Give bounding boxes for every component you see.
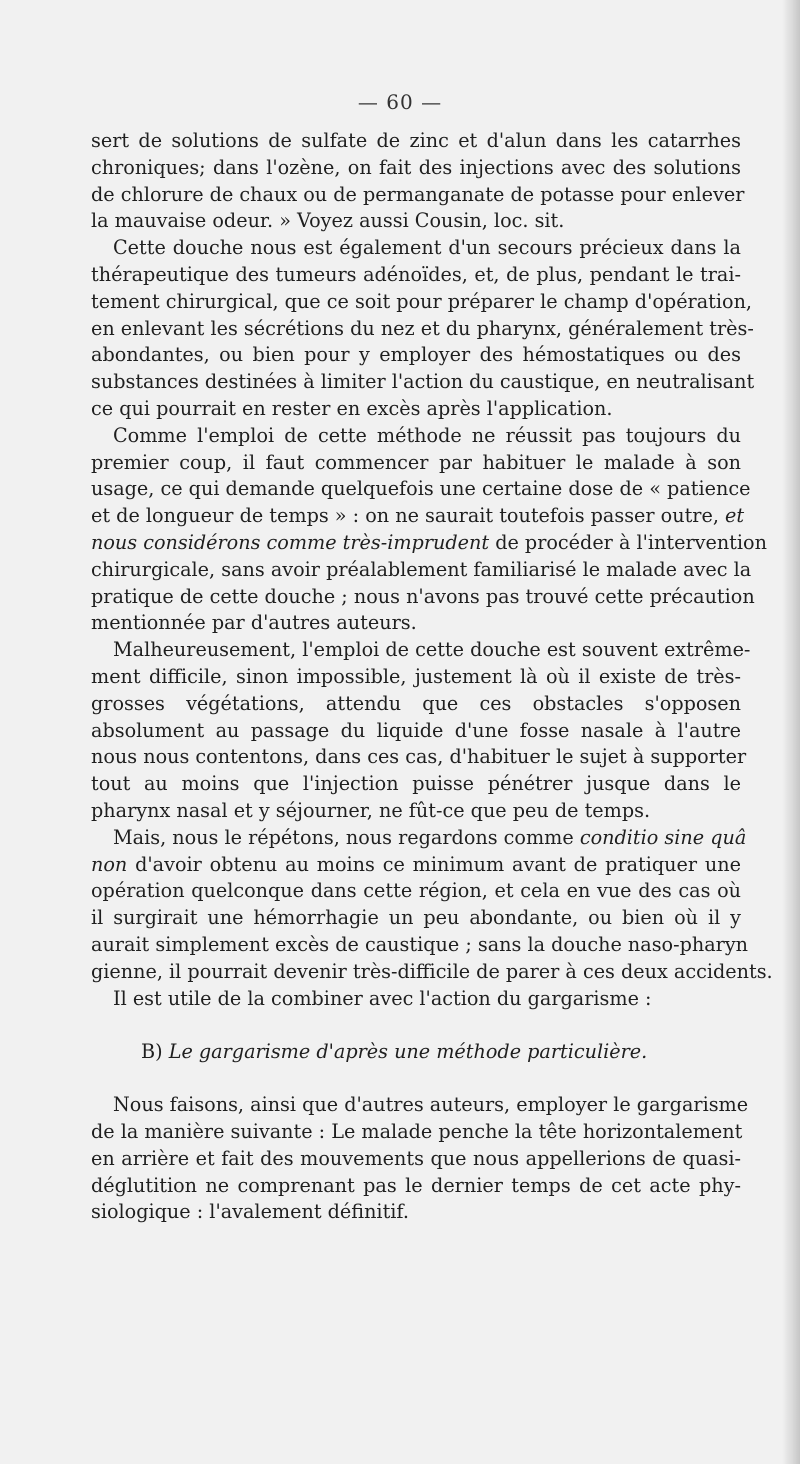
text-line: chirurgicale, sans avoir préalablement familiarisé le malade avec la xyxy=(91,557,752,581)
text-line: en arrière et fait des mouvements que nous appellerions de quasi- xyxy=(91,1146,741,1170)
text-line xyxy=(91,825,747,852)
text-line: nous nous contentons, dans ces cas, d'habituer le sujet à supporter xyxy=(91,745,747,769)
text-line: substances destinées à limiter l'action du caustique, en neutralisant xyxy=(91,370,755,394)
section-spacer xyxy=(91,1012,741,1038)
text-line: de la manière suivante : Le malade penche la tête horizontalement xyxy=(91,1120,743,1144)
text-line: absolument au passage du liquide d'une fosse nasale à l'autre xyxy=(91,718,741,742)
section-prefix: B) xyxy=(141,1040,163,1064)
paragraph-1 xyxy=(91,128,745,235)
text-line: aurait simplement excès de caustique ; sans la douche naso-pharyn xyxy=(91,932,749,956)
text-line xyxy=(91,530,767,557)
text-line: Nous faisons, ainsi que d'autres auteurs, employer le gargarisme xyxy=(113,1093,749,1117)
text-line: mentionnée par d'autres auteurs. xyxy=(91,611,417,635)
section-spacer xyxy=(91,1066,741,1092)
text-line: thérapeutique des tumeurs adénoïdes, et, de plus, pendant le trai- xyxy=(91,262,741,286)
text-line: la mauvaise odeur. » Voyez aussi Cousin, loc. sit. xyxy=(91,209,565,233)
text-line xyxy=(91,852,741,879)
text-line: Il est utile de la combiner avec l'action du gargarisme : xyxy=(113,986,652,1010)
text-line: Malheureusement, l'emploi de cette douche est souvent extrême- xyxy=(113,638,751,662)
paragraph-5 xyxy=(91,825,773,986)
text-line: chroniques; dans l'ozène, on fait des injections avec des solutions xyxy=(91,155,741,179)
text-line: opération quelconque dans cette région, et cela en vue des cas où xyxy=(91,879,741,903)
text-line: Comme l'emploi de cette méthode ne réussit pas toujours du xyxy=(113,423,741,447)
text-line: ment difficile, sinon impossible, justement là où il existe de très- xyxy=(91,664,741,688)
page-edge-shadow xyxy=(782,0,800,1464)
italic-text: nous considérons comme très-imprudent xyxy=(91,530,490,554)
body-text xyxy=(91,128,773,1226)
text-line: en enlevant les sécrétions du nez et du pharynx, généralement très- xyxy=(91,316,754,340)
italic-text: et xyxy=(725,504,745,528)
text-line: abondantes, ou bien pour y employer des hémostatiques ou des xyxy=(91,343,741,367)
page-number: — 60 — xyxy=(357,90,443,114)
paragraph-6 xyxy=(91,986,741,1013)
text-line: Cette douche nous est également d'un secours précieux dans la xyxy=(113,236,741,260)
text-line: ce qui pourrait en rester en excès après l'application. xyxy=(91,396,613,420)
text-run: d'avoir obtenu au moins ce minimum avant de pratiquer une xyxy=(135,852,741,876)
text-line: tout au moins que l'injection puisse pénétrer jusque dans le xyxy=(91,772,741,796)
text-line: il surgirait une hémorrhagie un peu abondante, ou bien où il y xyxy=(91,906,741,930)
text-line: premier coup, il faut commencer par habituer le malade à son xyxy=(91,450,741,474)
text-line: pharynx nasal et y séjourner, ne fût-ce que peu de temps. xyxy=(91,798,651,822)
text-line: pratique de cette douche ; nous n'avons pas trouvé cette précaution xyxy=(91,584,755,608)
text-line: déglutition ne comprenant pas le dernier temps de cet acte phy- xyxy=(91,1173,741,1197)
text-line: siologique : l'avalement définitif. xyxy=(91,1200,409,1224)
text-line: grosses végétations, attendu que ces obstacles s'opposen xyxy=(91,691,741,715)
paragraph-closing xyxy=(91,1092,749,1226)
text-run: de procéder à l'intervention xyxy=(495,530,767,554)
text-line: sert de solutions de sulfate de zinc et d'alun dans les catarrhes xyxy=(91,129,741,152)
section-heading xyxy=(91,1038,741,1066)
paragraph-2 xyxy=(91,235,755,423)
text-line xyxy=(91,503,745,530)
text-run: et de longueur de temps » : on ne saurait toutefois passer outre, xyxy=(91,504,719,528)
text-line: tement chirurgical, que ce soit pour préparer le champ d'opération, xyxy=(91,289,753,313)
paragraph-3 xyxy=(91,423,767,637)
paragraph-4 xyxy=(91,637,751,825)
italic-text: conditio sine quâ xyxy=(579,825,747,849)
text-line: gienne, il pourrait devenir très-difficile de parer à ces deux accidents. xyxy=(91,959,773,983)
text-line: de chlorure de chaux ou de permanganate de potasse pour enlever xyxy=(91,182,745,206)
section-title: Le gargarisme d'après une méthode particulière. xyxy=(168,1040,648,1064)
text-run: Mais, nous le répétons, nous regardons comme xyxy=(113,825,574,849)
italic-text: non xyxy=(91,852,128,876)
text-line: usage, ce qui demande quelquefois une certaine dose de « patience xyxy=(91,477,751,501)
